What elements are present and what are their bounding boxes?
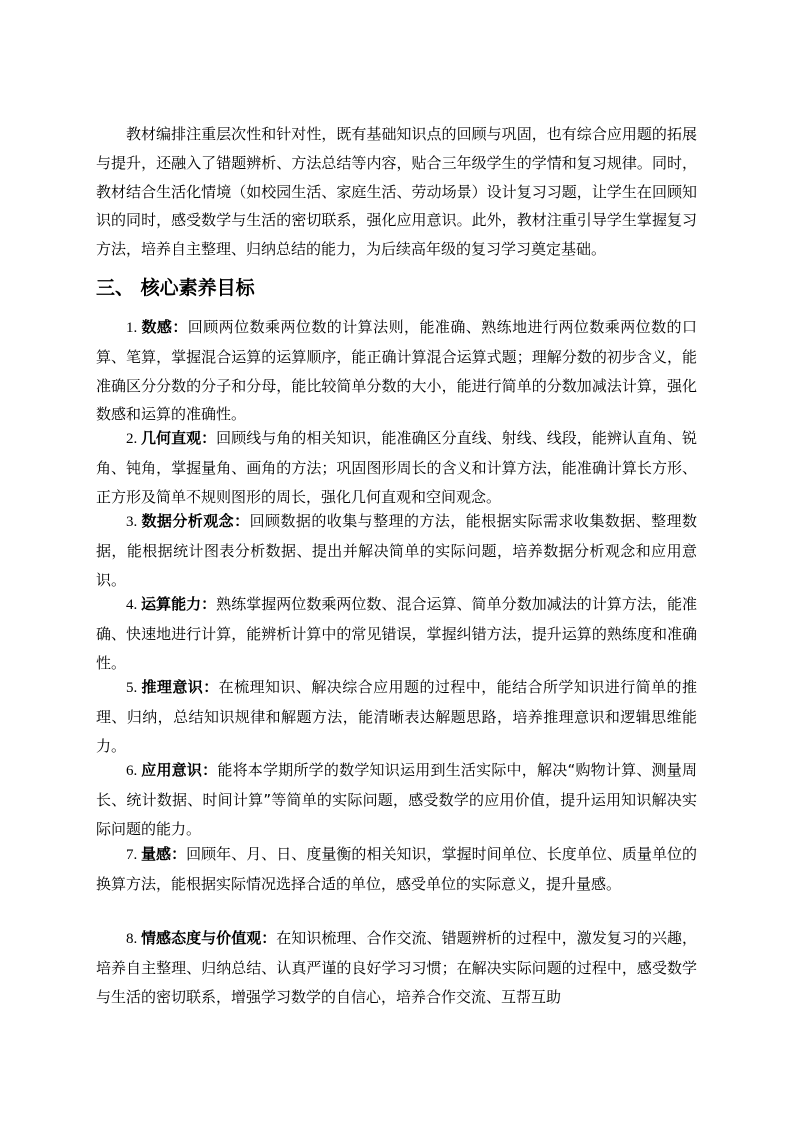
objective-item-6 [96, 756, 697, 843]
objective-item-8 [96, 924, 697, 1011]
item-number: 7. [126, 847, 142, 863]
item-text: 回顾两位数乘两位数的计算法则，能准确、熟练地进行两位数乘两位数的口算、笔算，掌握混合运算的运算顺序，能正确计算混合运算式题；理解分数的初步含义，能准确区分分数的分子和分母，能比较简单分数的大小，能进行简单的分数加减法计算，强化数感和运算的准确性。 [96, 318, 697, 424]
item-term: 推理意识： [141, 678, 219, 696]
item-number: 4. [126, 597, 142, 613]
objective-item-1 [96, 313, 697, 429]
item-term: 量感： [141, 845, 187, 863]
section-heading: 三、 核心素养目标 [96, 277, 255, 299]
item-number: 5. [126, 680, 142, 696]
item-text: 回顾线与角的相关知识，能准确区分直线、射线、线段，能辨认直角、锐角、钝角，掌握量角、画角的方法；巩固图形周长的含义和计算方法，能准确计算长方形、正方形及简单不规则图形的周长，强化几何直观和空间观念。 [96, 429, 697, 506]
item-term: 数感： [141, 318, 188, 336]
objective-item-2 [96, 424, 697, 511]
item-term: 几何直观： [141, 429, 217, 447]
item-text: 能将本学期所学的数学知识运用到生活实际中，解决“购物计算、测量周长、统计数据、时间计算”等简单的实际问题，感受数学的应用价值，提升运用知识解决实际问题的能力。 [96, 761, 697, 838]
item-number: 8. [126, 931, 142, 947]
item-number: 2. [126, 431, 142, 447]
item-text: 在梳理知识、解决综合应用题的过程中，能结合所学知识进行简单的推理、归纳，总结知识规律和解题方法，能清晰表达解题思路，培养推理意识和逻辑思维能力。 [96, 678, 697, 755]
item-number: 3. [126, 514, 142, 530]
item-text: 回顾年、月、日、度量衡的相关知识，掌握时间单位、长度单位、质量单位的换算方法，能根据实际情况选择合适的单位，感受单位的实际意义，提升量感。 [96, 845, 697, 893]
objective-item-4 [96, 590, 697, 677]
item-text: 在知识梳理、合作交流、错题辨析的过程中，激发复习的兴趣，培养自主整理、归纳总结、认真严谨的良好学习习惯；在解决实际问题的过程中，感受数学与生活的密切联系，增强学习数学的自信心，培养合作交流、互帮互助 [96, 929, 697, 1006]
item-term: 应用意识： [141, 761, 218, 779]
objective-item-5 [96, 673, 697, 760]
item-text: 回顾数据的收集与整理的方法，能根据实际需求收集数据、整理数据，能根据统计图表分析数据、提出并解决简单的实际问题，培养数据分析观念和应用意识。 [96, 512, 697, 589]
item-term: 数据分析观念： [141, 512, 250, 530]
item-term: 情感态度与价值观： [141, 929, 277, 947]
objective-item-7 [96, 840, 697, 899]
item-number: 6. [126, 763, 142, 779]
intro-paragraph: 教材编排注重层次性和针对性，既有基础知识点的回顾与巩固，也有综合应用题的拓展与提升，还融入了错题辨析、方法总结等内容，贴合三年级学生的学情和复习规律。同时，教材结合生活化情境（如校园生活、家庭生活、劳动场景）设计复习习题，让学生在回顾知识的同时，感受数学与生活的密切联系，强化应用意识。此外，教材注重引导学生掌握复习方法，培养自主整理、归纳总结的能力，为后续高年级的复习学习奠定基础。 [96, 125, 697, 259]
item-number: 1. [126, 320, 142, 336]
objective-item-3 [96, 507, 697, 594]
item-term: 运算能力： [141, 595, 217, 613]
item-text: 熟练掌握两位数乘两位数、混合运算、简单分数加减法的计算方法，能准确、快速地进行计算，能辨析计算中的常见错误，掌握纠错方法，提升运算的熟练度和准确性。 [96, 595, 697, 672]
